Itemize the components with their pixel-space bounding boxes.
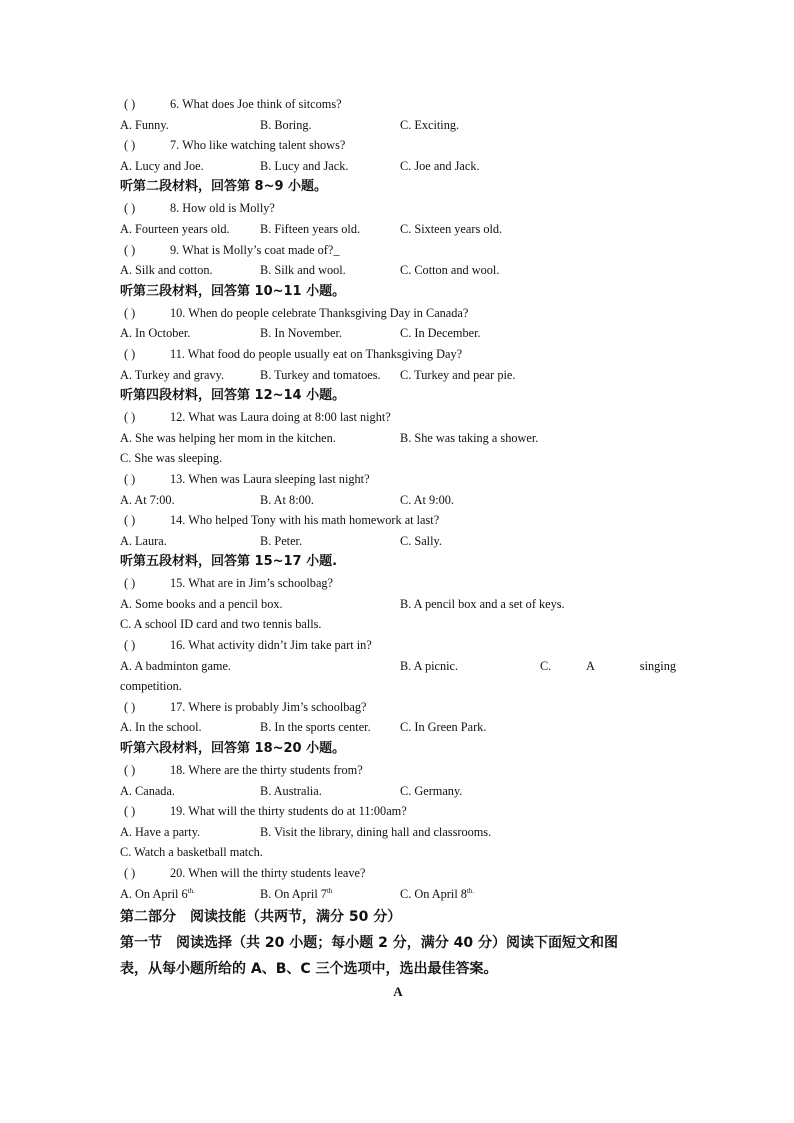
- question-12: [120, 407, 676, 428]
- option-b: B. Fifteen years old.: [260, 221, 361, 236]
- option-c: C. Germany.: [400, 783, 463, 798]
- option-b: B. Turkey and tomatoes.: [260, 367, 381, 382]
- option-b-text: B. On April 7: [260, 886, 327, 901]
- answer-blank[interactable]: ( ): [124, 305, 136, 320]
- question-18: [120, 760, 676, 781]
- option-b: [260, 884, 400, 905]
- answer-blank[interactable]: ( ): [124, 242, 136, 257]
- options-16: [120, 656, 676, 677]
- option-c-word-3: competition.: [120, 679, 182, 694]
- option-c: C. Cotton and wool.: [400, 263, 500, 278]
- option-c: C. At 9:00.: [400, 492, 454, 507]
- option-b: B. At 8:00.: [260, 492, 314, 507]
- question-text: 14. Who helped Tony with his math homework at last?: [170, 513, 440, 528]
- option-c: C. In Green Park.: [400, 720, 487, 735]
- options-19: [120, 822, 676, 843]
- option-c-word-1: A: [586, 658, 595, 673]
- option-a: A. In October.: [120, 326, 191, 341]
- options-19-row2: [120, 842, 676, 863]
- answer-blank[interactable]: ( ): [124, 346, 136, 361]
- answer-blank[interactable]: ( ): [124, 410, 136, 425]
- options-15-row2: [120, 614, 676, 635]
- options-20: [120, 884, 676, 905]
- answer-blank[interactable]: ( ): [124, 138, 136, 153]
- answer-blank[interactable]: ( ): [124, 471, 136, 486]
- options-16-row2: [120, 676, 676, 697]
- option-b: B. Peter.: [260, 533, 303, 548]
- passage-label: A: [393, 984, 403, 1000]
- question-15: [120, 573, 676, 594]
- options-6: [120, 115, 676, 136]
- answer-blank[interactable]: ( ): [124, 638, 136, 653]
- answer-blank[interactable]: ( ): [124, 866, 136, 880]
- section-heading-5: 听第五段材料，回答第 15~17 小题.: [120, 554, 338, 570]
- option-c: [400, 884, 474, 905]
- section-one-instructions-line1: 第一节 阅读选择（共 20 小题；每小题 2 分，满分 40 分）阅读下面短文和图: [120, 935, 618, 952]
- answer-blank[interactable]: ( ): [124, 763, 136, 778]
- section-heading-3: 听第三段材料，回答第 10~11 小题。: [120, 283, 346, 299]
- options-15: [120, 594, 676, 615]
- section-heading-4: 听第四段材料，回答第 12~14 小题。: [120, 388, 346, 404]
- section-heading-2: 听第二段材料，回答第 8~9 小题。: [120, 179, 328, 195]
- question-text: 18. Where are the thirty students from?: [170, 763, 363, 778]
- question-text: 11. What food do people usually eat on Thanksgiving Day?: [170, 346, 463, 361]
- option-a: A. Canada.: [120, 783, 175, 798]
- options-12-row2: [120, 448, 676, 469]
- option-a: A. Fourteen years old.: [120, 221, 230, 236]
- ordinal-suffix: th.: [466, 886, 475, 895]
- option-a: A. Silk and cotton.: [120, 263, 213, 278]
- question-text: 7. Who like watching talent shows?: [170, 138, 346, 153]
- options-9: [120, 260, 676, 281]
- ordinal-suffix: th.: [187, 886, 195, 895]
- option-c: C. Sally.: [400, 533, 442, 548]
- ordinal-suffix: th: [326, 886, 333, 895]
- options-13: [120, 490, 676, 511]
- option-a: A. Some books and a pencil box.: [120, 596, 283, 611]
- question-text: 10. When do people celebrate Thanksgiving Day in Canada?: [170, 305, 469, 320]
- option-b: B. Boring.: [260, 117, 312, 132]
- options-8: [120, 219, 676, 240]
- question-17: [120, 697, 676, 718]
- question-text: 13. When was Laura sleeping last night?: [170, 471, 370, 486]
- option-a: A. A badminton game.: [120, 658, 232, 673]
- options-18: [120, 781, 676, 802]
- question-text: 9. What is Molly’s coat made of?_: [170, 242, 340, 257]
- option-a: A. Laura.: [120, 533, 167, 548]
- question-9: [120, 240, 676, 261]
- options-10: [120, 323, 676, 344]
- option-c: C. Sixteen years old.: [400, 221, 503, 236]
- option-c: C. Joe and Jack.: [400, 158, 480, 173]
- section-heading-6: 听第六段材料，回答第 18~20 小题。: [120, 741, 346, 757]
- question-11: [120, 344, 676, 365]
- question-text: 6. What does Joe think of sitcoms?: [170, 97, 342, 111]
- options-12: [120, 428, 676, 449]
- question-text: 19. What will the thirty students do at 11:00am?: [170, 804, 407, 819]
- option-b: B. A picnic.: [400, 658, 459, 673]
- option-b: B. A pencil box and a set of keys.: [400, 596, 565, 611]
- option-c-letter: C.: [540, 658, 552, 673]
- question-6: [120, 94, 676, 115]
- question-text: 12. What was Laura doing at 8:00 last night?: [170, 410, 391, 425]
- option-b: B. Silk and wool.: [260, 263, 346, 278]
- option-a: A. Have a party.: [120, 824, 201, 839]
- exam-page: [120, 94, 676, 1000]
- option-b: B. Visit the library, dining hall and classrooms.: [260, 824, 492, 839]
- option-c: C. Watch a basketball match.: [120, 845, 263, 860]
- option-b: B. Lucy and Jack.: [260, 158, 349, 173]
- option-b: B. Australia.: [260, 783, 322, 798]
- option-a: A. Lucy and Joe.: [120, 158, 204, 173]
- option-b: B. In November.: [260, 326, 342, 341]
- question-text: 15. What are in Jim’s schoolbag?: [170, 576, 334, 591]
- options-17: [120, 717, 676, 738]
- options-7: [120, 156, 676, 177]
- option-a: A. At 7:00.: [120, 492, 175, 507]
- option-c: C. Exciting.: [400, 117, 460, 132]
- question-14: [120, 510, 676, 531]
- question-text: 16. What activity didn’t Jim take part in?: [170, 638, 372, 653]
- option-c-word-2: singing: [639, 658, 676, 673]
- option-c: C. A school ID card and two tennis balls.: [120, 617, 322, 632]
- answer-blank[interactable]: ( ): [124, 699, 136, 714]
- options-14: [120, 531, 676, 552]
- option-b: B. In the sports center.: [260, 720, 371, 735]
- option-c-text: C. On April 8: [400, 886, 467, 901]
- answer-blank[interactable]: ( ): [124, 97, 136, 111]
- question-8: [120, 198, 676, 219]
- option-a: A. Turkey and gravy.: [120, 367, 225, 382]
- option-a: [120, 884, 260, 905]
- options-11: [120, 365, 676, 386]
- option-a: A. Funny.: [120, 117, 169, 132]
- question-text: 20. When will the thirty students leave?: [170, 866, 366, 880]
- part-two-title: 第二部分 阅读技能（共两节，满分 50 分）: [120, 909, 402, 926]
- question-20: [120, 863, 676, 884]
- section-one-instructions-line2: 表，从每小题所给的 A、B、C 三个选项中，选出最佳答案。: [120, 961, 498, 978]
- answer-blank[interactable]: ( ): [124, 201, 136, 216]
- option-c: C. Turkey and pear pie.: [400, 367, 516, 382]
- option-a-text: A. On April 6: [120, 886, 188, 901]
- question-text: 8. How old is Molly?: [170, 201, 275, 216]
- answer-blank[interactable]: ( ): [124, 513, 136, 528]
- question-text: 17. Where is probably Jim’s schoolbag?: [170, 699, 367, 714]
- answer-blank[interactable]: ( ): [124, 804, 136, 819]
- answer-blank[interactable]: ( ): [124, 576, 136, 591]
- option-c: C. She was sleeping.: [120, 451, 223, 466]
- question-13: [120, 469, 676, 490]
- question-10: [120, 303, 676, 324]
- question-19: [120, 801, 676, 822]
- option-a: A. She was helping her mom in the kitchen.: [120, 430, 336, 445]
- question-7: [120, 135, 676, 156]
- question-16: [120, 635, 676, 656]
- option-b: B. She was taking a shower.: [400, 430, 539, 445]
- option-c: C. In December.: [400, 326, 481, 341]
- option-a: A. In the school.: [120, 720, 202, 735]
